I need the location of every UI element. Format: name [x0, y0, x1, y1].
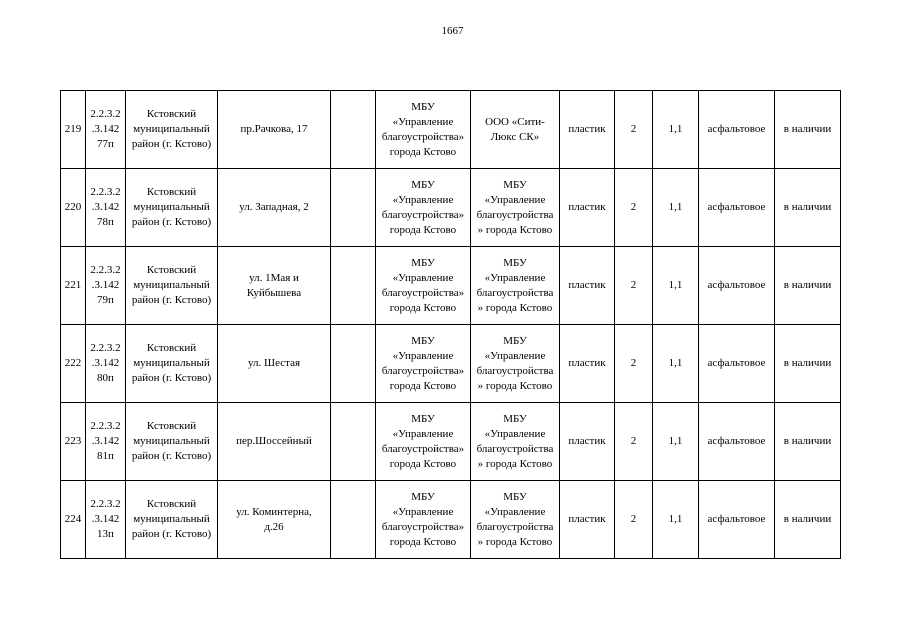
balance-holder-cell [376, 481, 471, 559]
container-volume-cell [653, 169, 699, 247]
empty-cell [331, 247, 376, 325]
operator-cell [471, 91, 560, 169]
num-text: 222 [64, 357, 82, 369]
table-row [61, 403, 841, 481]
surface-text: асфальтовое [707, 435, 766, 447]
count-text: 2 [630, 357, 637, 369]
empty-cell [331, 481, 376, 559]
balance-holder-cell [376, 169, 471, 247]
district-cell [126, 403, 218, 481]
container-volume-cell [653, 481, 699, 559]
material-cell [560, 169, 615, 247]
address-cell [218, 169, 331, 247]
table-row [61, 481, 841, 559]
address-cell [218, 91, 331, 169]
address-text: ул. Западная, 2 [239, 201, 309, 213]
operator-text: МБУ «Управление благоустройства » города Кстово [476, 334, 554, 392]
row-number-cell [61, 169, 86, 247]
container-count-cell [615, 481, 653, 559]
count-text: 2 [630, 513, 637, 525]
material-text: пластик [568, 357, 606, 369]
status-text: в наличии [783, 123, 832, 135]
table-row [61, 169, 841, 247]
registry-code-cell [86, 403, 126, 481]
balance-holder-cell [376, 403, 471, 481]
count-text: 2 [630, 435, 637, 447]
code-text: 2.2.3.2 .3.142 81п [90, 420, 121, 462]
status-cell [775, 325, 841, 403]
material-text: пластик [568, 435, 606, 447]
row-number-cell [61, 481, 86, 559]
balance-holder-text: МБУ «Управление благоустройства» города Кстово [381, 256, 465, 314]
operator-cell [471, 247, 560, 325]
volume-text: 1,1 [668, 435, 683, 447]
district-cell [126, 169, 218, 247]
row-number-cell [61, 403, 86, 481]
surface-cell [699, 247, 775, 325]
row-number-cell [61, 325, 86, 403]
address-cell [218, 403, 331, 481]
status-text: в наличии [783, 201, 832, 213]
table-row [61, 247, 841, 325]
surface-text: асфальтовое [707, 513, 766, 525]
address-cell [218, 247, 331, 325]
address-text: пер.Шоссейный [236, 435, 312, 447]
registry-table [60, 90, 841, 559]
volume-text: 1,1 [668, 513, 683, 525]
status-text: в наличии [783, 357, 832, 369]
balance-holder-text: МБУ «Управление благоустройства» города Кстово [381, 100, 465, 158]
district-text: Кстовский муниципальный район (г. Кстово) [131, 186, 212, 228]
container-volume-cell [653, 247, 699, 325]
container-count-cell [615, 403, 653, 481]
material-cell [560, 247, 615, 325]
status-text: в наличии [783, 435, 832, 447]
volume-text: 1,1 [668, 357, 683, 369]
balance-holder-cell [376, 325, 471, 403]
operator-text: МБУ «Управление благоустройства » города Кстово [476, 490, 554, 548]
district-cell [126, 481, 218, 559]
address-cell [218, 481, 331, 559]
container-count-cell [615, 91, 653, 169]
balance-holder-cell [376, 247, 471, 325]
surface-cell [699, 481, 775, 559]
surface-text: асфальтовое [707, 123, 766, 135]
address-text: ул. Шестая [247, 357, 301, 369]
district-text: Кстовский муниципальный район (г. Кстово) [131, 108, 212, 150]
balance-holder-text: МБУ «Управление благоустройства» города Кстово [381, 178, 465, 236]
registry-code-cell [86, 481, 126, 559]
operator-text: МБУ «Управление благоустройства » города Кстово [476, 256, 554, 314]
district-text: Кстовский муниципальный район (г. Кстово) [131, 342, 212, 384]
empty-cell [331, 91, 376, 169]
balance-holder-text: МБУ «Управление благоустройства» города Кстово [381, 490, 465, 548]
code-text: 2.2.3.2 .3.142 78п [90, 186, 121, 228]
row-number-cell [61, 247, 86, 325]
volume-text: 1,1 [668, 123, 683, 135]
registry-code-cell [86, 169, 126, 247]
surface-cell [699, 169, 775, 247]
container-count-cell [615, 325, 653, 403]
address-text: ул. Коминтерна, д.26 [236, 505, 312, 533]
district-cell [126, 247, 218, 325]
container-volume-cell [653, 403, 699, 481]
district-text: Кстовский муниципальный район (г. Кстово) [131, 264, 212, 306]
code-text: 2.2.3.2 .3.142 13п [90, 498, 121, 540]
surface-cell [699, 403, 775, 481]
code-text: 2.2.3.2 .3.142 77п [90, 108, 121, 150]
num-text: 219 [64, 123, 82, 135]
status-cell [775, 169, 841, 247]
district-cell [126, 325, 218, 403]
num-text: 223 [64, 435, 82, 447]
table-row [61, 325, 841, 403]
row-number-cell [61, 91, 86, 169]
material-cell [560, 481, 615, 559]
operator-cell [471, 481, 560, 559]
material-text: пластик [568, 513, 606, 525]
material-text: пластик [568, 123, 606, 135]
volume-text: 1,1 [668, 201, 683, 213]
container-count-cell [615, 169, 653, 247]
count-text: 2 [630, 123, 637, 135]
num-text: 224 [64, 513, 82, 525]
address-text: пр.Рачкова, 17 [240, 123, 308, 135]
district-text: Кстовский муниципальный район (г. Кстово) [131, 498, 212, 540]
code-text: 2.2.3.2 .3.142 80п [90, 342, 121, 384]
operator-text: ООО «Сити- Люкс СК» [485, 115, 545, 143]
balance-holder-cell [376, 91, 471, 169]
operator-text: МБУ «Управление благоустройства » города Кстово [476, 412, 554, 470]
empty-cell [331, 325, 376, 403]
empty-cell [331, 169, 376, 247]
page-number: 1667 [441, 25, 464, 37]
volume-text: 1,1 [668, 279, 683, 291]
district-cell [126, 91, 218, 169]
empty-cell [331, 403, 376, 481]
code-text: 2.2.3.2 .3.142 79п [90, 264, 121, 306]
balance-holder-text: МБУ «Управление благоустройства» города Кстово [381, 412, 465, 470]
container-volume-cell [653, 91, 699, 169]
status-cell [775, 481, 841, 559]
surface-cell [699, 91, 775, 169]
table-row [61, 91, 841, 169]
count-text: 2 [630, 201, 637, 213]
status-text: в наличии [783, 513, 832, 525]
material-cell [560, 325, 615, 403]
address-cell [218, 325, 331, 403]
num-text: 220 [64, 201, 82, 213]
status-cell [775, 91, 841, 169]
district-text: Кстовский муниципальный район (г. Кстово) [131, 420, 212, 462]
material-text: пластик [568, 201, 606, 213]
material-text: пластик [568, 279, 606, 291]
registry-code-cell [86, 91, 126, 169]
count-text: 2 [630, 279, 637, 291]
balance-holder-text: МБУ «Управление благоустройства» города Кстово [381, 334, 465, 392]
operator-cell [471, 403, 560, 481]
status-cell [775, 403, 841, 481]
address-text: ул. 1Мая и Куйбышева [246, 271, 302, 299]
material-cell [560, 403, 615, 481]
operator-cell [471, 169, 560, 247]
material-cell [560, 91, 615, 169]
registry-code-cell [86, 247, 126, 325]
surface-text: асфальтовое [707, 279, 766, 291]
surface-text: асфальтовое [707, 201, 766, 213]
status-cell [775, 247, 841, 325]
operator-text: МБУ «Управление благоустройства » города Кстово [476, 178, 554, 236]
registry-code-cell [86, 325, 126, 403]
container-volume-cell [653, 325, 699, 403]
container-count-cell [615, 247, 653, 325]
num-text: 221 [64, 279, 82, 291]
surface-cell [699, 325, 775, 403]
surface-text: асфальтовое [707, 357, 766, 369]
status-text: в наличии [783, 279, 832, 291]
operator-cell [471, 325, 560, 403]
